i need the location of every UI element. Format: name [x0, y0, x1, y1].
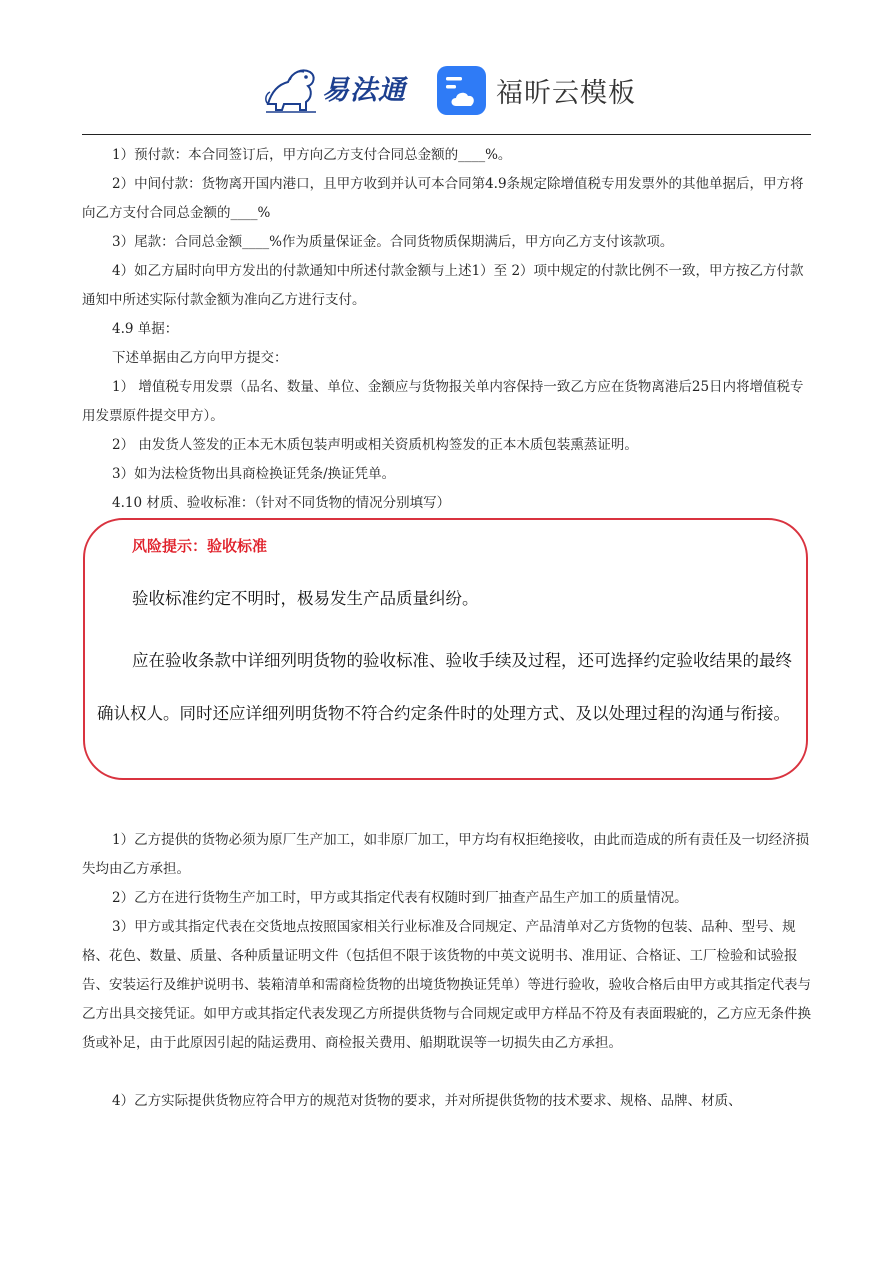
cloud-document-icon	[437, 66, 486, 115]
clause-payment-discrepancy: 4）如乙方届时向甲方发出的付款通知中所述付款金额与上述1）至 2）项中规定的付款比例不一致，甲方按乙方付款通知中所述实际付款金额为准向乙方进行支付。	[82, 263, 804, 308]
risk-warning-line-1: 验收标准约定不明时，极易发生产品质量纠纷。	[132, 589, 479, 608]
fuxin-logo	[437, 66, 636, 115]
acceptance-clause-4: 4）乙方实际提供货物应符合甲方的规范对货物的要求，并对所提供货物的技术要求、规格、品牌、材质、	[112, 1093, 742, 1109]
clause-prepayment: 1）预付款：本合同签订后，甲方向乙方支付合同总金额的____%。	[112, 147, 512, 163]
document-item-inspection-voucher: 3）如为法检货物出具商检换证凭条/换证凭单。	[112, 466, 396, 482]
brand-yifatong: 易法通	[322, 74, 406, 106]
document-item-packaging-declaration: 2） 由发货人签发的正本无木质包装声明或相关资质机构签发的正本木质包装熏蒸证明。	[112, 437, 638, 453]
acceptance-clause-3: 3）甲方或其指定代表在交货地点按照国家相关行业标准及合同规定、产品清单对乙方货物的包装、品种、型号、规格、花色、数量、质量、各种质量证明文件（包括但不限于该货物的中英文说明书、准用证、合格证、工厂检验和试验报告、安装运行及维护说明书、装箱清单和需商检货物的出境货物换证凭单）等进行验收，验收合格后由甲方或其指定代表与乙方出具交接凭证。如甲方或其指定代表发现乙方所提供货物与合同规定或甲方样品不符及有表面瑕疵的，乙方应无条件换货或补足，由于此原因引起的陆运费用、商检报关费用、船期耽误等一切损失由乙方承担。	[82, 919, 811, 1051]
brand-fuxin: 福昕云模板	[496, 78, 636, 109]
section-heading-documents: 4.9 单据：	[112, 321, 179, 337]
document-item-vat-invoice: 1） 增值税专用发票（品名、数量、单位、金额应与货物报关单内容保持一致乙方应在货物离港后25日内将增值税专用发票原件提交甲方）。	[82, 379, 804, 424]
acceptance-clause-2: 2）乙方在进行货物生产加工时，甲方或其指定代表有权随时到厂抽查产品生产加工的质量情况。	[112, 890, 688, 906]
lion-emblem-icon	[262, 60, 320, 114]
header-divider	[82, 134, 811, 135]
page-header	[0, 60, 893, 122]
section-heading-acceptance: 4.10 材质、验收标准：（针对不同货物的情况分别填写）	[112, 495, 451, 511]
yifatong-logo	[262, 60, 406, 114]
acceptance-clause-1: 1）乙方提供的货物必须为原厂生产加工，如非原厂加工，甲方均有权拒绝接收，由此而造成的所有责任及一切经济损失均由乙方承担。	[82, 832, 810, 877]
documents-intro: 下述单据由乙方向甲方提交：	[112, 350, 288, 366]
clause-interim-payment: 2）中间付款：货物离开国内港口，且甲方收到并认可本合同第4.9条规定除增值税专用发票外的其他单据后，甲方将向乙方支付合同总金额的____%	[82, 176, 804, 221]
clause-final-payment: 3）尾款：合同总金额____%作为质量保证金。合同货物质保期满后，甲方向乙方支付该款项。	[112, 234, 674, 250]
risk-warning-title: 风险提示：验收标准	[132, 537, 268, 555]
risk-warning-line-2: 应在验收条款中详细列明货物的验收标准、验收手续及过程，还可选择约定验收结果的最终确认权人。同时还应详细列明货物不符合约定条件时的处理方式、及以处理过程的沟通与衔接。	[97, 651, 792, 723]
